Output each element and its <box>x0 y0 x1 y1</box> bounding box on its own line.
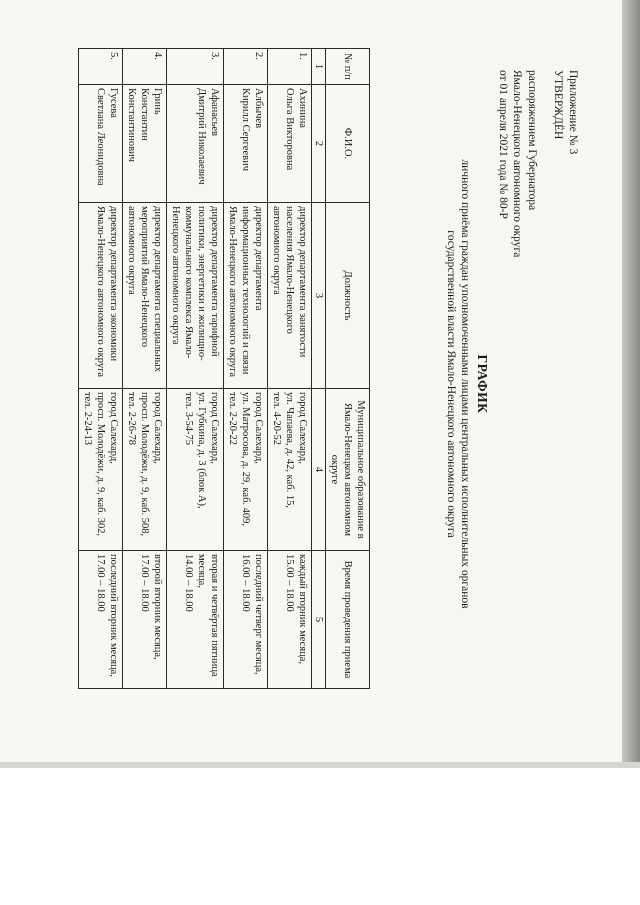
column-number: 2 <box>312 85 326 203</box>
row-number: 1. <box>268 49 312 85</box>
appendix-number: Приложение № 3 <box>567 70 579 155</box>
city: город Салехард, <box>152 392 163 464</box>
reception-day: каждый вторник месяца, <box>297 554 308 665</box>
given-names: Константин <box>139 88 150 141</box>
reception-hours: 17.00 – 18.00 <box>139 554 150 612</box>
reception-time <box>167 551 224 689</box>
column-number-row <box>312 49 326 689</box>
person-name <box>224 85 268 203</box>
city: город Салехард, <box>108 392 119 464</box>
row-number: 2. <box>224 49 268 85</box>
surname: Гринь <box>152 88 163 115</box>
address: просп. Молодёжи, д. 9, каб. 302, <box>95 392 106 537</box>
reception-location <box>224 389 268 551</box>
table-header-row <box>326 49 370 689</box>
patronymic: Константинович <box>126 88 137 162</box>
header-location: Муниципальное образование в Ямало-Ненецком автономном округе <box>326 389 370 551</box>
reception-hours: 15.00 – 18.00 <box>284 554 295 612</box>
address: ул. Матросова, д. 29, каб. 409, <box>240 392 251 527</box>
reception-hours: 17.00 – 18.00 <box>95 554 106 612</box>
table-row <box>167 49 224 689</box>
table-row <box>268 49 312 689</box>
given-names: Дмитрий Николаевич <box>196 88 207 185</box>
row-number: 4. <box>123 49 167 85</box>
address: ул. Губкина, д. 3 (блок А), <box>196 392 207 509</box>
city: город Салехард, <box>297 392 308 464</box>
order-region: Ямало-Ненецкого автономного округа <box>511 70 524 258</box>
person-position: директор департамента специальных мероприятий Ямало-Ненецкого автономного округа <box>123 203 167 389</box>
document-subtitle-line-1: личного приёма граждан уполномоченными лицами центральных исполнительных органов <box>459 159 471 609</box>
column-number: 5 <box>312 551 326 689</box>
phone: тел. 4-20-52 <box>271 392 282 445</box>
given-names: Кирилл Сергеевич <box>240 88 251 171</box>
header-fio: Ф.И.О. <box>326 85 370 203</box>
order-by-governor: распоряжением Губернатора <box>526 70 538 211</box>
person-name <box>79 85 123 203</box>
table-row <box>79 49 123 689</box>
reception-time <box>224 551 268 689</box>
person-name <box>167 85 224 203</box>
approved-label: УТВЕРЖДЁН <box>552 70 565 140</box>
address: просп. Молодёжи, д. 9, каб. 508, <box>139 392 150 537</box>
person-position: директор департамента занятости населения Ямало-Ненецкого автономного округа <box>268 203 312 389</box>
phone: тел. 3-54-75 <box>183 392 194 445</box>
table-row <box>224 49 268 689</box>
table-row <box>123 49 167 689</box>
reception-location <box>79 389 123 551</box>
phone: тел. 2-26-78 <box>126 392 137 445</box>
reception-day: второй вторник месяца, <box>152 554 163 660</box>
address: ул. Чапаева, д. 42, каб. 15, <box>284 392 295 508</box>
city: город Салехард, <box>253 392 264 464</box>
reception-time <box>79 551 123 689</box>
document-subtitle-line-2: государственной власти Ямало-Ненецкого автономного округа <box>445 230 457 538</box>
header-number: № п/п <box>326 49 370 85</box>
surname: Гусева <box>108 88 119 118</box>
row-number: 5. <box>79 49 123 85</box>
city: город Салехард, <box>209 392 220 464</box>
reception-location <box>123 389 167 551</box>
schedule-table <box>78 48 370 689</box>
reception-hours: 14.00 – 18.00 <box>183 554 194 612</box>
person-name <box>123 85 167 203</box>
column-number: 4 <box>312 389 326 551</box>
person-name <box>268 85 312 203</box>
document-title: ГРАФИК <box>475 354 490 414</box>
approval-stamp-block <box>496 70 581 410</box>
surname: Афанасьев <box>209 88 220 136</box>
reception-location <box>167 389 224 551</box>
reception-hours: 16.00 – 18.00 <box>240 554 251 612</box>
surname: Ахинина <box>297 88 308 128</box>
column-number: 1 <box>312 49 326 85</box>
header-time: Время проведения приема <box>326 551 370 689</box>
row-number: 3. <box>167 49 224 85</box>
reception-location <box>268 389 312 551</box>
surname: Албычев <box>253 88 264 129</box>
column-number: 3 <box>312 203 326 389</box>
person-position: директор департамента экономики Ямало-Ненецкого автономного округа <box>79 203 123 389</box>
reception-day: вторая и четвёртая пятница месяца, <box>196 554 220 677</box>
given-names: Светлана Леонидовна <box>95 88 106 186</box>
reception-time <box>123 551 167 689</box>
phone: тел. 2-20-22 <box>227 392 238 445</box>
phone: тел. 2-24-13 <box>82 392 93 445</box>
document-title-block <box>444 0 490 768</box>
header-position: Должность <box>326 203 370 389</box>
reception-day: последний вторник месяца, <box>108 554 119 677</box>
reception-time <box>268 551 312 689</box>
person-position: директор департамента информационных технологий и связи Ямало-Ненецкого автономного округа <box>224 203 268 389</box>
reception-day: последний четверг месяца, <box>253 554 264 675</box>
given-names: Ольга Викторовна <box>284 88 295 171</box>
person-position: директор департамента тарифной политики, энергетики и жилищно-коммунального комплекса Ямало-Ненецкого автономного округа <box>167 203 224 389</box>
order-date: от 01 апреля 2021 года № 80-Р <box>497 70 509 219</box>
